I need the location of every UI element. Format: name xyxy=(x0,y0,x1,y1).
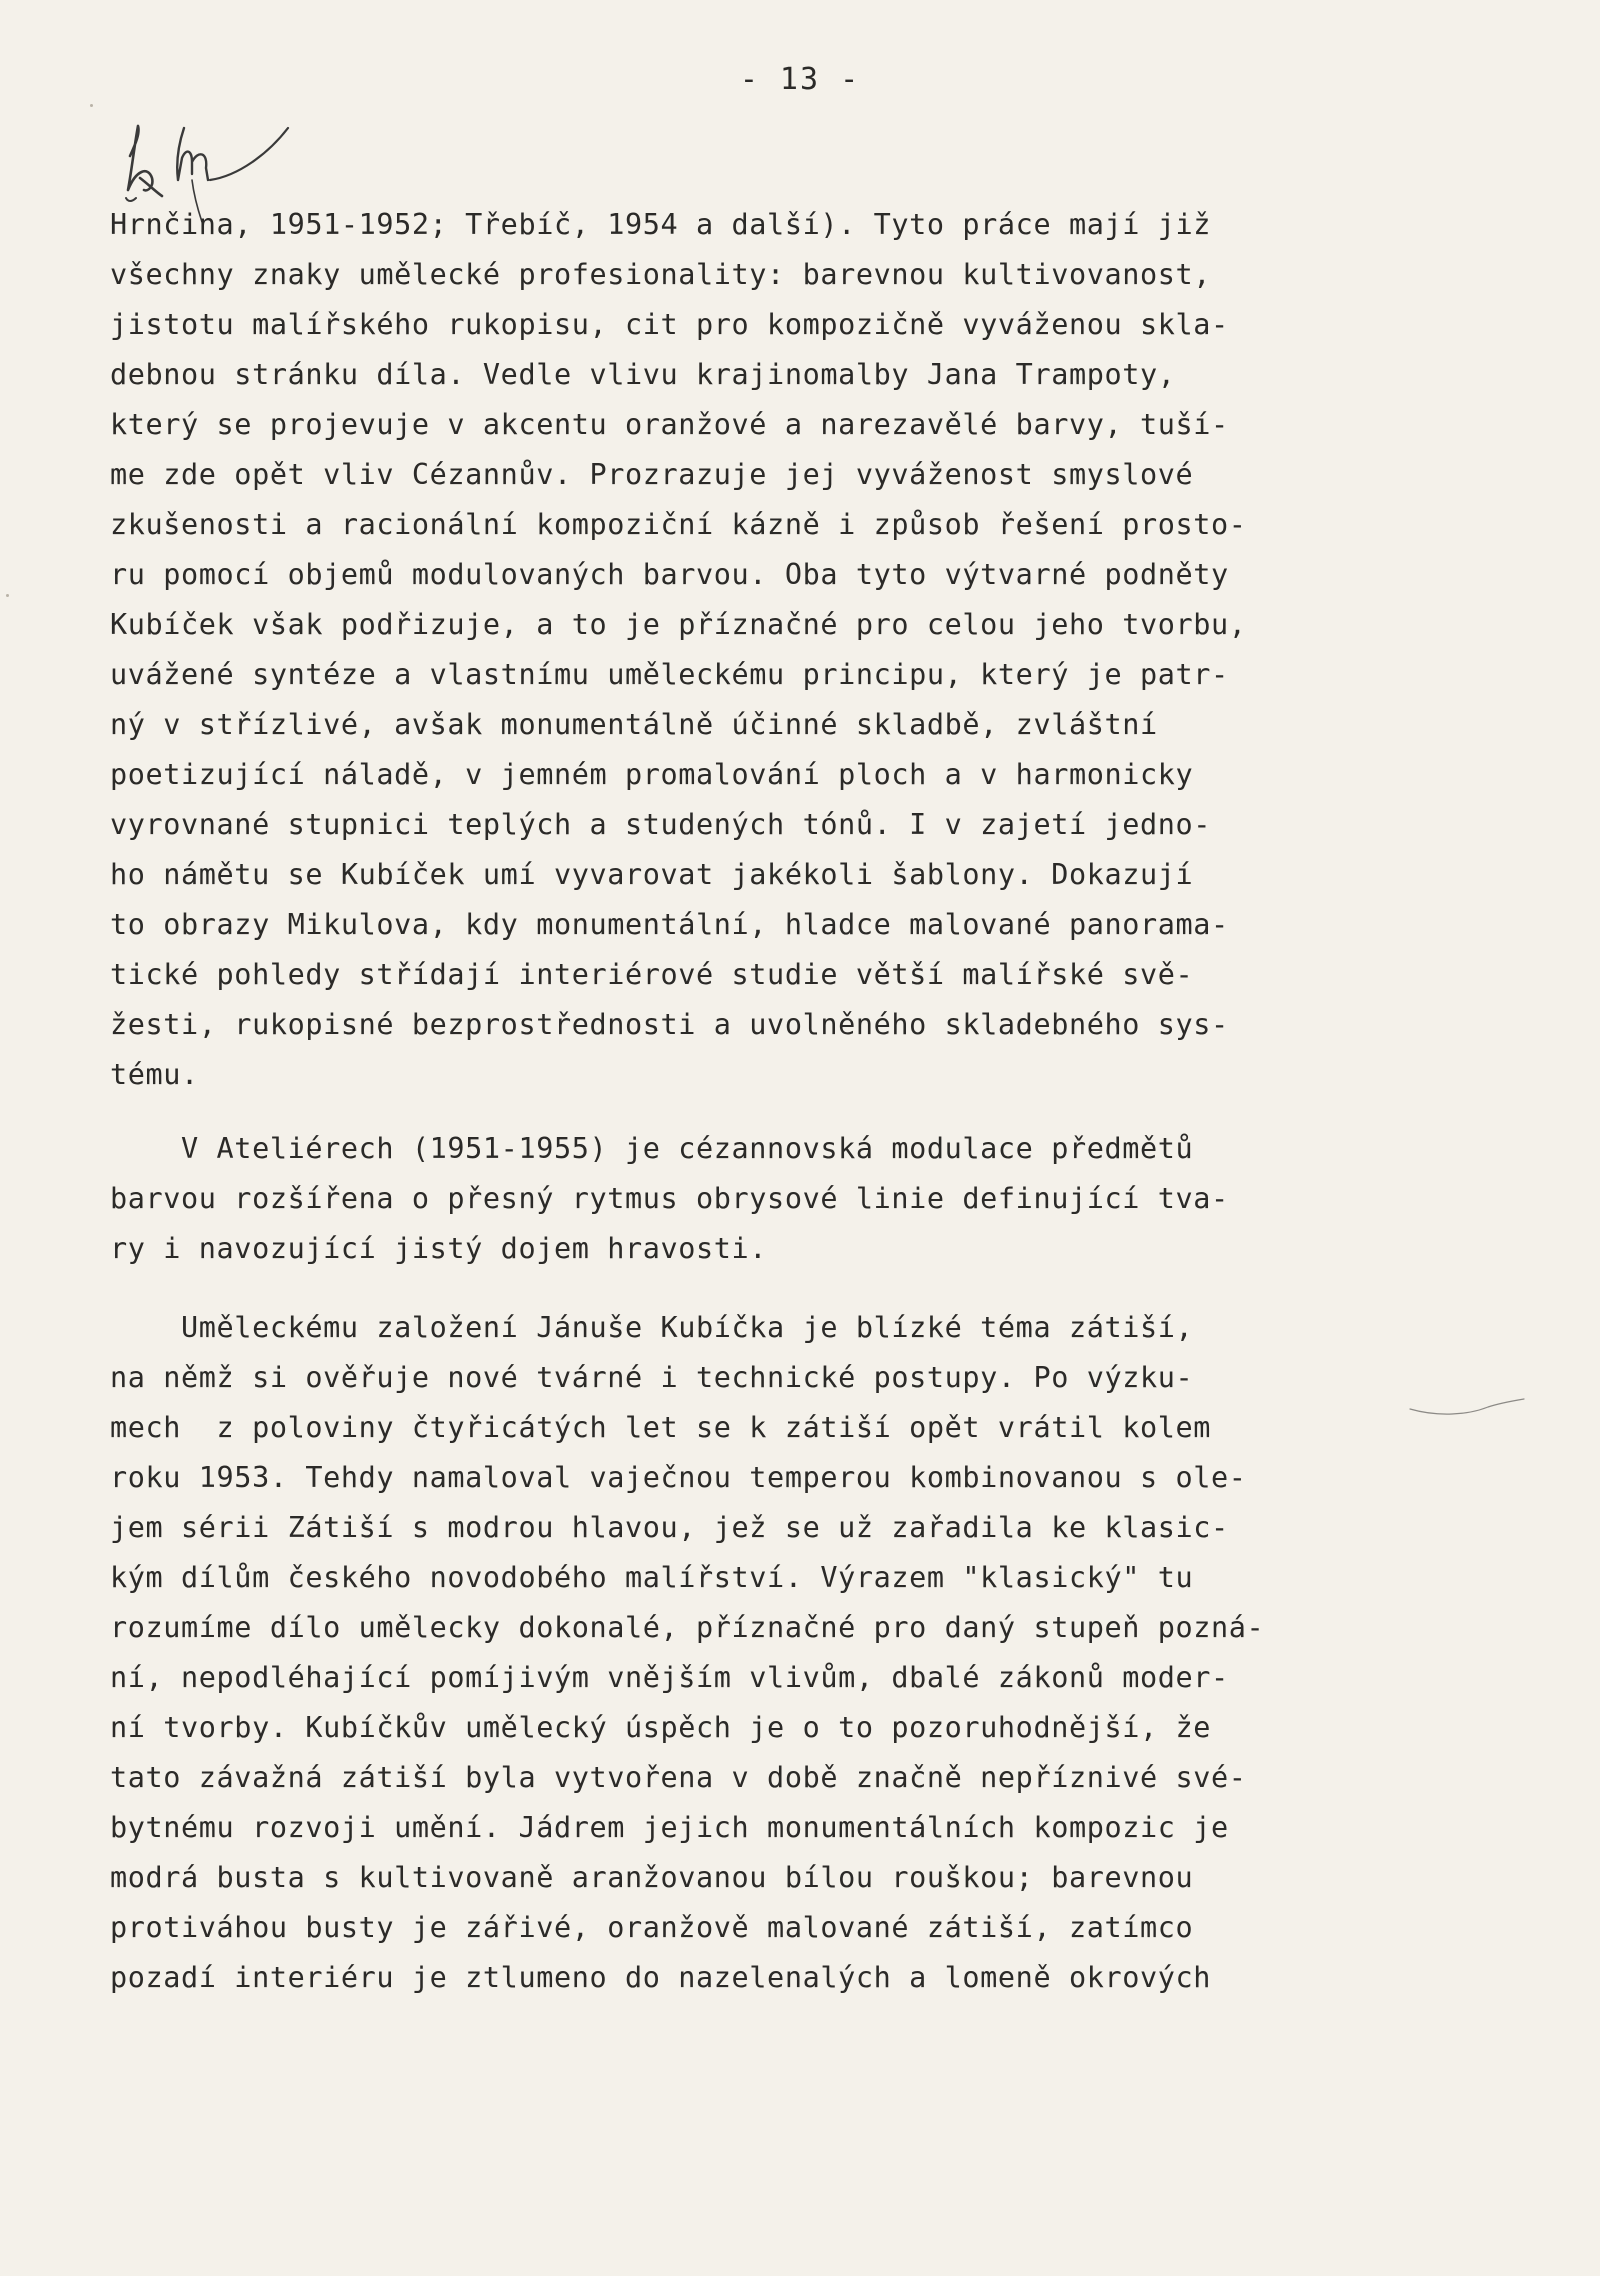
text-line: pozadí interiéru je ztlumeno do nazelenalých a lomeně okrových xyxy=(110,1961,1212,1994)
paragraph-2 xyxy=(110,1124,1480,1274)
paragraph-3 xyxy=(110,1303,1480,2003)
text-line: všechny znaky umělecké profesionality: barevnou kultivovanost, xyxy=(110,258,1212,291)
text-line: ní, nepodléhající pomíjivým vnějším vlivům, dbalé zákonů moder- xyxy=(110,1661,1229,1694)
text-line: Kubíček však podřizuje, a to je příznačné pro celou jeho tvorbu, xyxy=(110,608,1247,641)
text-line: to obrazy Mikulova, kdy monumentální, hladce malované panorama- xyxy=(110,908,1229,941)
text-line: uvážené syntéze a vlastnímu uměleckému principu, který je patr- xyxy=(110,658,1229,691)
paper-speck xyxy=(6,594,9,597)
text-line: debnou stránku díla. Vedle vlivu krajinomalby Jana Trampoty, xyxy=(110,358,1176,391)
text-line: barvou rozšířena o přesný rytmus obrysové linie definující tva- xyxy=(110,1182,1229,1215)
text-line: poetizující náladě, v jemném promalování ploch a v harmonicky xyxy=(110,758,1194,791)
pencil-stroke-mark xyxy=(1408,1395,1528,1425)
text-line: rozumíme dílo umělecky dokonalé, příznačné pro daný stupeň pozná- xyxy=(110,1611,1265,1644)
text-line: který se projevuje v akcentu oranžové a narezavělé barvy, tuší- xyxy=(110,408,1229,441)
page-number: - 13 - xyxy=(739,62,861,97)
text-line: mech z poloviny čtyřicátých let se k zátiší opět vrátil kolem xyxy=(110,1411,1212,1444)
text-line: me zde opět vliv Cézannův. Prozrazuje jej vyváženost smyslové xyxy=(110,458,1194,491)
text-line: tické pohledy střídají interiérové studie větší malířské svě- xyxy=(110,958,1194,991)
text-line: vyrovnané stupnici teplých a studených tónů. I v zajetí jedno- xyxy=(110,808,1212,841)
text-line: ru pomocí objemů modulovaných barvou. Oba tyto výtvarné podněty xyxy=(110,558,1229,591)
text-line: ry i navozující jistý dojem hravosti. xyxy=(110,1232,768,1265)
text-line: modrá busta s kultivovaně aranžovanou bílou rouškou; barevnou xyxy=(110,1861,1194,1894)
text-line: Uměleckému založení Jánuše Kubíčka je blízké téma zátiší, xyxy=(110,1311,1194,1344)
text-line: ný v střízlivé, avšak monumentálně účinné skladbě, zvláštní xyxy=(110,708,1158,741)
text-line: jistotu malířského rukopisu, cit pro kompozičně vyváženou skla- xyxy=(110,308,1229,341)
text-line: V Ateliérech (1951-1955) je cézannovská modulace předmětů xyxy=(110,1132,1194,1165)
text-line: kým dílům českého novodobého malířství. Výrazem "klasický" tu xyxy=(110,1561,1194,1594)
text-line: tému. xyxy=(110,1058,199,1091)
text-line: na němž si ověřuje nové tvárné i technické postupy. Po výzku- xyxy=(110,1361,1194,1394)
paragraph-1 xyxy=(110,200,1480,1100)
text-line: ní tvorby. Kubíčkův umělecký úspěch je o to pozoruhodnější, že xyxy=(110,1711,1212,1744)
text-line: ho námětu se Kubíček umí vyvarovat jakékoli šablony. Dokazují xyxy=(110,858,1194,891)
text-line: jem sérii Zátiší s modrou hlavou, jež se už zařadila ke klasic- xyxy=(110,1511,1229,1544)
text-line: tato závažná zátiší byla vytvořena v době značně nepříznivé své- xyxy=(110,1761,1247,1794)
text-line: protiváhou busty je zářivé, oranžově malované zátiší, zatímco xyxy=(110,1911,1194,1944)
paper-speck xyxy=(90,104,93,107)
text-line: Hrnčina, 1951-1952; Třebíč, 1954 a další). Tyto práce mají již xyxy=(110,208,1212,241)
text-line: žesti, rukopisné bezprostřednosti a uvolněného skladebného sys- xyxy=(110,1008,1229,1041)
text-line: zkušenosti a racionální kompoziční kázně i způsob řešení prosto- xyxy=(110,508,1247,541)
text-line: roku 1953. Tehdy namaloval vaječnou temperou kombinovanou s ole- xyxy=(110,1461,1247,1494)
text-line: bytnému rozvoji umění. Jádrem jejich monumentálních kompozic je xyxy=(110,1811,1229,1844)
